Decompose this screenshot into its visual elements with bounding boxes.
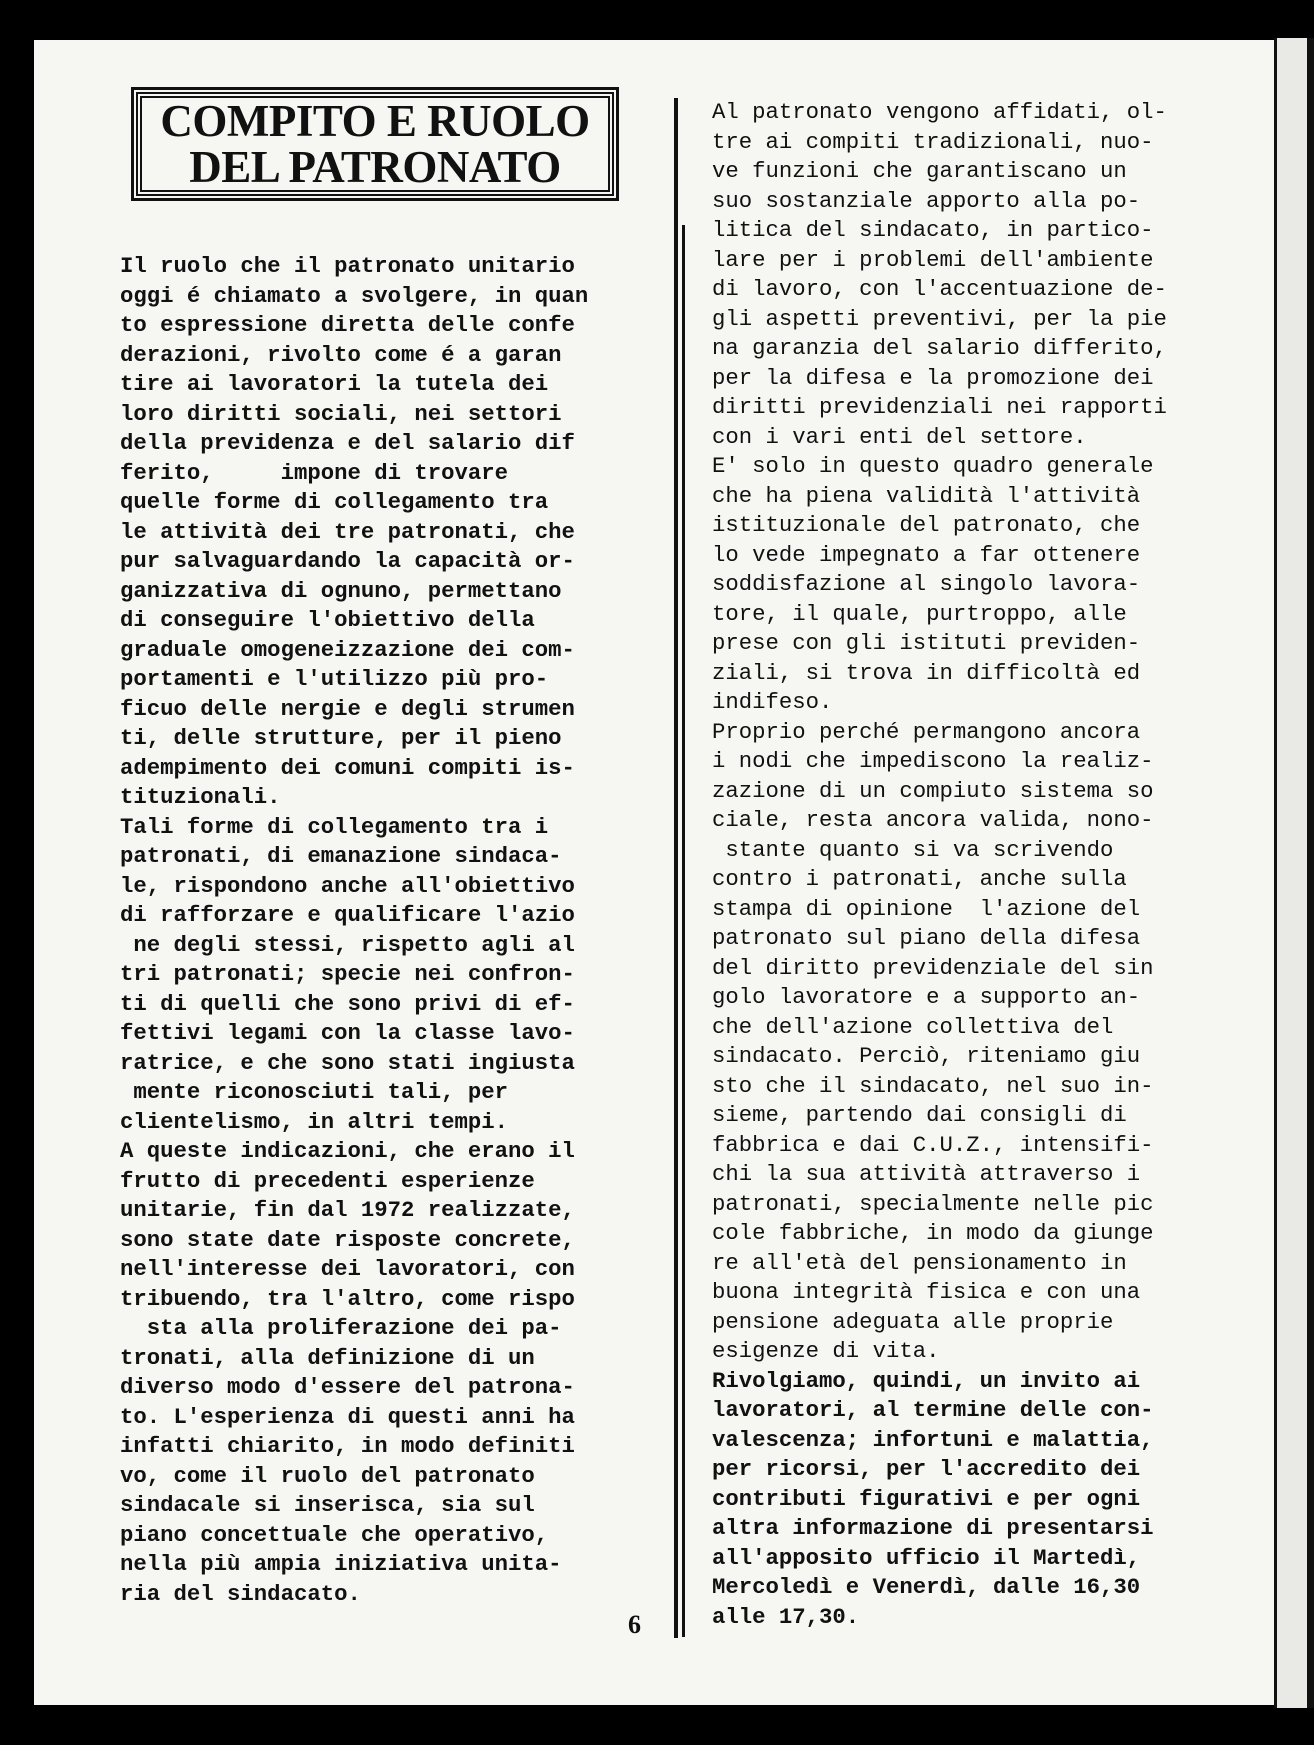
text-line: i nodi che impediscono la realiz- (712, 748, 1154, 774)
text-line: mente riconosciuti tali, per (120, 1079, 509, 1105)
text-line: diritti previdenziali nei rapporti (712, 394, 1167, 420)
text-line: na garanzia del salario differito, (712, 335, 1167, 361)
text-line: vo, come il ruolo del patronato (120, 1462, 535, 1489)
text-line: infatti chiarito, in modo definiti (120, 1433, 575, 1459)
text-line: litica del sindacato, in partico- (712, 217, 1154, 243)
text-line: sta alla proliferazione dei pa- (120, 1315, 562, 1341)
text-line: ziali, si trova in difficoltà ed (712, 659, 1141, 686)
text-line: di rafforzare e qualificare l'azio (120, 902, 575, 928)
text-line: Il ruolo che il patronato unitario (120, 253, 575, 279)
text-line: ratrice, e che sono stati ingiusta (120, 1049, 575, 1076)
page-number: 6 (628, 1610, 641, 1639)
adjacent-page-edge (1274, 38, 1314, 1708)
text-line: per la difesa e la promozione dei (712, 364, 1154, 391)
text-line: unitarie, fin dal 1972 realizzate, (120, 1197, 575, 1223)
right-text-column (712, 98, 1232, 1632)
text-line: le, rispondono anche all'obiettivo (120, 872, 575, 899)
text-line: chi la sua attività attraverso i (712, 1161, 1141, 1187)
text-line: con i vari enti del settore. (712, 423, 1087, 450)
text-line: loro diritti sociali, nei settori (120, 400, 562, 427)
text-line: tituzionali. (120, 784, 281, 810)
text-line: patronato sul piano della difesa (712, 925, 1141, 951)
text-line: indifeso. (712, 689, 833, 715)
text-line: tire ai lavoratori la tutela dei (120, 371, 549, 397)
text-line: della previdenza e del salario dif (120, 430, 575, 456)
text-line: ve funzioni che garantiscano un (712, 158, 1127, 184)
text-line: ria del sindacato. (120, 1580, 361, 1607)
text-line: suo sostanziale apporto alla po- (712, 187, 1141, 214)
text-line: contro i patronati, anche sulla (712, 866, 1127, 892)
text-line: re all'età del pensionamento in (712, 1249, 1127, 1276)
text-line: diverso modo d'essere del patrona- (120, 1374, 575, 1400)
text-line: gli aspetti preventivi, per la pie (712, 305, 1167, 332)
text-line: piano concettuale che operativo, (120, 1521, 549, 1548)
text-line: cole fabbriche, in modo da giunge (712, 1220, 1154, 1246)
text-line: istituzionale del patronato, che (712, 512, 1141, 538)
text-line: del diritto previdenziale del sin (712, 954, 1154, 981)
text-line: fettivi legami con la classe lavo- (120, 1020, 575, 1046)
text-line: tri patronati; specie nei confron- (120, 961, 575, 987)
text-line: Al patronato vengono affidati, ol- (712, 99, 1167, 125)
article-title-box (136, 92, 614, 196)
left-text-column (120, 252, 640, 1609)
text-line: all'apposito ufficio il Martedì, (712, 1544, 1141, 1571)
text-line: buona integrità fisica e con una (712, 1279, 1141, 1305)
text-line: patronati, specialmente nelle pic (712, 1190, 1154, 1217)
text-line: to espressione diretta delle confe (120, 312, 575, 338)
column-divider (674, 98, 678, 1638)
text-line: sto che il sindacato, nel suo in- (712, 1072, 1154, 1099)
text-line: portamenti e l'utilizzo più pro- (120, 666, 549, 692)
text-line: le attività dei tre patronati, che (120, 518, 575, 545)
text-line: zazione di un compiuto sistema so (712, 777, 1154, 804)
text-line: patronati, di emanazione sindaca- (120, 843, 562, 869)
text-line: valescenza; infortuni e malattia, (712, 1426, 1154, 1453)
text-line: ti, delle strutture, per il pieno (120, 725, 562, 751)
text-line: lavoratori, al termine delle con- (712, 1397, 1154, 1423)
text-line: clientelismo, in altri tempi. (120, 1108, 509, 1135)
title-line-1: COMPITO E RUOLO (160, 96, 590, 146)
text-line: altra informazione di presentarsi (712, 1515, 1154, 1541)
text-line: quelle forme di collegamento tra (120, 489, 549, 515)
text-line: tribuendo, tra l'altro, come rispo (120, 1285, 575, 1312)
text-line: tore, il quale, purtroppo, alle (712, 600, 1127, 627)
text-line: ganizzativa di ognuno, permettano (120, 577, 562, 604)
text-line: nell'interesse dei lavoratori, con (120, 1256, 575, 1282)
text-line: contributi figurativi e per ogni (712, 1485, 1141, 1512)
text-line: per ricorsi, per l'accredito dei (712, 1456, 1141, 1482)
column-divider-secondary (682, 225, 685, 1637)
title-line-2: DEL PATRONATO (189, 142, 561, 192)
text-line: oggi é chiamato a svolgere, in quan (120, 282, 589, 309)
text-line: ne degli stessi, rispetto agli al (120, 931, 575, 958)
text-line: nella più ampia iniziativa unita- (120, 1551, 562, 1577)
text-line: tronati, alla definizione di un (120, 1344, 535, 1371)
text-line: che ha piena validità l'attività (712, 482, 1141, 509)
text-line: frutto di precedenti esperienze (120, 1167, 535, 1194)
text-line: sono state date risposte concrete, (120, 1226, 575, 1253)
text-line: Proprio perché permangono ancora (712, 718, 1141, 745)
text-line: lo vede impegnato a far ottenere (712, 541, 1141, 568)
text-line: fabbrica e dai C.U.Z., intensifi- (712, 1131, 1154, 1158)
text-line: stante quanto si va scrivendo (712, 836, 1114, 863)
text-line: esigenze di vita. (712, 1338, 940, 1364)
text-line: prese con gli istituti previden- (712, 630, 1141, 656)
text-line: lare per i problemi dell'ambiente (712, 246, 1154, 273)
text-line: soddisfazione al singolo lavora- (712, 571, 1141, 597)
text-line: graduale omogeneizzazione dei com- (120, 636, 575, 663)
text-line: ciale, resta ancora valida, nono- (712, 807, 1154, 833)
text-line: Rivolgiamo, quindi, un invito ai (712, 1367, 1141, 1394)
text-line: che dell'azione collettiva del (712, 1013, 1114, 1040)
text-line: adempimento dei comuni compiti is- (120, 754, 575, 781)
text-line: pensione adeguata alle proprie (712, 1308, 1114, 1335)
text-line: Tali forme di collegamento tra i (120, 813, 549, 840)
text-line: di lavoro, con l'accentuazione de- (712, 276, 1167, 302)
text-line: golo lavoratore e a supporto an- (712, 984, 1141, 1010)
text-line: ficuo delle nergie e degli strumen (120, 695, 575, 722)
text-line: pur salvaguardando la capacità or- (120, 548, 575, 574)
text-line: ti di quelli che sono privi di ef- (120, 990, 575, 1017)
text-line: sieme, partendo dai consigli di (712, 1102, 1127, 1128)
text-line: tre ai compiti tradizionali, nuo- (712, 128, 1154, 155)
text-line: di conseguire l'obiettivo della (120, 607, 535, 633)
text-line: alle 17,30. (712, 1603, 860, 1630)
text-line: derazioni, rivolto come é a garan (120, 341, 562, 368)
text-line: stampa di opinione l'azione del (712, 895, 1141, 922)
text-line: sindacale si inserisca, sia sul (120, 1492, 535, 1518)
text-line: ferito, impone di trovare (120, 459, 509, 486)
text-line: A queste indicazioni, che erano il (120, 1138, 575, 1164)
text-line: E' solo in questo quadro generale (712, 453, 1154, 479)
text-line: Mercoledì e Venerdì, dalle 16,30 (712, 1574, 1141, 1600)
text-line: to. L'esperienza di questi anni ha (120, 1403, 575, 1430)
text-line: sindacato. Perciò, riteniamo giu (712, 1043, 1141, 1069)
